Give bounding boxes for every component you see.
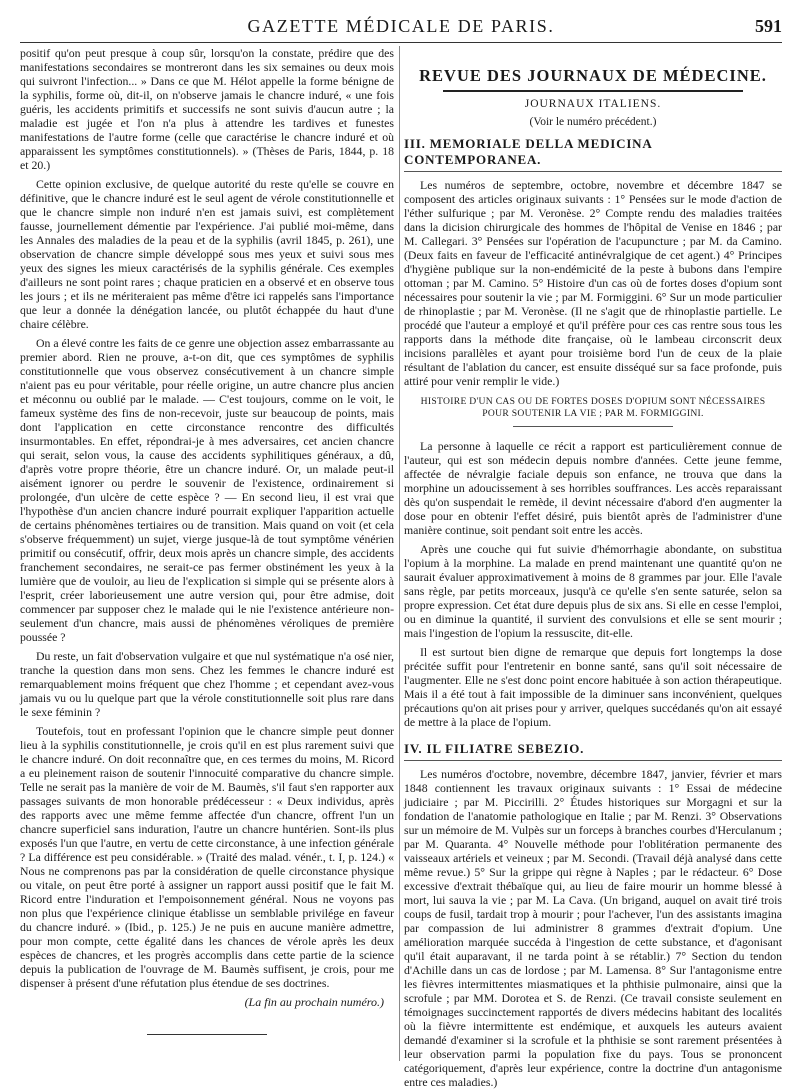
continuation-note: (La fin au prochain numéro.): [244, 995, 384, 1009]
paragraph: Toutefois, tout en professant l'opinion que le chancre simple peut donner lieu à la syphilis constitutionnelle, je crois qu'il en est plus rarement suivi que le chancre induré. On doit reconnaître que, en ces termes du moins, M. Ricord a eu pleinement raison de soutenir l'innocuité comparative du chancre simple. Telle ne serait pas la manière de voir de M. Baumès, s'il faut s'en rapporter aux passages suivants de mon honorable prédécesseur : « Deux individus, après des rapports avec une même femme affectée d'un chancre, offrent l'un un chancre superficiel sans induration, l'autre un chancre huntérien. Sont-ils plus exposés l'un que l'autre, en vertu de cette circonstance, à une infection générale ? La différence est peu considérable. » (Traité des malad. vénér., t. I, p. 124.) « Nous ne comprenons pas par la considération de quelle circonstance physique ou vitale, on peut être porté à assigner un rapport aussi positif que le fait M. Ricord entre l'induration et l'empoisonnement général. Nous ne voyons pas non plus que l'expérience clinique établisse un semblable privilége en faveur du chancre induré. » (Ibid., p. 125.) Je ne puis en aucune manière admettre, pour mon compte, cette égalité dans les chances de vérole après les deux espèces de chancres, et les progrès accomplis dans cette partie de la science depuis la publication de l'ouvrage de M. Baumès suffisent, je crois, pour me dispenser à présent d'une réfutation plus étendue de ses doctrines.: [20, 724, 394, 990]
column-divider: [399, 46, 400, 1061]
paragraph: Il est surtout bien digne de remarque que depuis fort longtemps la dose précitée suffit pour l'entretenir en bonne santé, sans qu'il soit nécessaire de l'augmenter. Elle ne s'est donc point encore habituée à son action thérapeutique. Mais il a été tout à fait impossible de la diminuer sans inconvénient, quelques précautions qu'on ait prises pour y arriver, quelques succédanés qu'on ait essayé de mettre à la place de l'opium.: [404, 645, 782, 729]
paragraph: Cette opinion exclusive, de quelque autorité du reste qu'elle se couvre en définitive, que le chancre induré est le seul agent de vérole constitutionnelle et que le chancre simple non induré n'en est jamais suivi, est complètement fausse, journellement démentie par l'expérience. J'ai publié moi-même, dans les Annales des maladies de la peau et de la syphilis (avril 1845, p. 261), une observation de chancre simple développé sous mes yeux et suivi sous mes yeux des signes les mieux caractérisés de la syphilis générale. Ces exemples d'ailleurs ne sont point rares ; chaque praticien en a observé et en observe tous les jours ; et ils ne mériteraient pas même d'être ici rappelés sans l'importance que leur a donnée la dénégation lancée, ou plutôt échappée du haut d'une chaire célèbre.: [20, 177, 394, 331]
paragraph: On a élevé contre les faits de ce genre une objection assez embarrassante au premier abord. Rien ne prouve, a-t-on dit, que ces symptômes de syphilis constitutionnelle que vous observez consécutivement à un chancre simple n'aient pas eu pour véritable, pour réelle origine, un autre chancre plus ancien et méconnu ou oublié par le malade. — C'est toujours, comme on le voit, le fameux système des fins de non-recevoir, juste sur beaucoup de points, mais dont l'application en cette circonstance rencontre des difficultés insurmontables. En effet, répondrai-je à mes adversaires, cet ancien chancre qui serait, selon vous, la cause des accidents syphilitiques généraux, a dû, d'après votre propre théorie, être un chancre induré. Or, un malade peut-il aisément ignorer ou perdre le souvenir de l'existence, ordinairement si prolongée, d'un ulcère de cette espèce ? — En second lieu, il est vrai que l'hypothèse d'un ancien chancre induré pourrait expliquer l'apparition actuelle de certains phénomènes tertiaires ou de transition. Mais quand on voit (et cela s'observe fréquemment) un sujet, vierge jusque-là de tout symptôme vénérien primitif ou consécutif, offrir, deux mois après un chancre simple, des accidents franchement secondaires, ne serait-ce pas fermer obstinément les yeux à la lumière que de vouloir, au lieu de l'explication si simple qui se présente alors à l'esprit, créer laborieusement une autre version qui, pour être admise, doit commencer par supposer chez le malade qui le nie l'existence antérieure non-seulement d'un chancre, mais aussi de phénomènes véroliques de première poussée ?: [20, 336, 394, 644]
left-column: [20, 46, 394, 1061]
right-column: [404, 46, 782, 1089]
end-rule: [147, 1034, 267, 1035]
header-rule: [20, 42, 782, 43]
paragraph: La personne à laquelle ce récit a rapport est particulièrement connue de l'auteur, qui est son médecin depuis nombre d'années. Cette jeune femme, affectée de névralgie faciale depuis son enfance, ne trouva que dans la morphine un adoucissement à ses horribles souffrances. Les accès reparaissant dès qu'on suspendait le remède, il devint nécessaire d'abord d'en augmenter la dose pour en obtenir l'effet désiré, puis bientôt après de l'administrer d'une manière continue, soit pendant soit entre les accès.: [404, 439, 782, 537]
section-heading-memoriale: III. MEMORIALE DELLA MEDICINA CONTEMPORANEA.: [404, 136, 782, 172]
review-title: REVUE DES JOURNAUX DE MÉDECINE.: [404, 66, 782, 92]
page-header: [20, 16, 782, 40]
paragraph: Du reste, un fait d'observation vulgaire et que nul systématique n'a osé nier, tranche la question dans mon sens. Chez les femmes le chancre induré est remarquablement moins fréquent que chez l'homme ; et cependant avez-vous jamais vu ou lu quelque part que la vérole constitutionnelle soit plus rare dans le sexe féminin ?: [20, 649, 394, 719]
article-title: HISTOIRE D'UN CAS OU DE FORTES DOSES D'OPIUM SONT NÉCESSAIRES POUR SOUTENIR LA VIE ; PAR M. FORMIGGINI.: [408, 396, 778, 427]
paragraph: Après une couche qui fut suivie d'hémorrhagie abondante, on substitua l'opium à la morphine. La malade en prend maintenant une quantité qu'on ne saurait évaluer approximativement à moins de 8 grammes par jour. Elle l'avale sans règle, par petits morceaux, jusqu'à ce qu'elle s'en sente saturée, selon sa propre expression. Cet état dure depuis plus de six ans. Si elle en cesse l'emploi, ou en diminue la quantité, il survient des convulsions et elle se sent mourir ; mais l'ingestion de l'opium la ressuscite, dit-elle.: [404, 542, 782, 640]
section-subtitle: JOURNAUX ITALIENS.: [524, 98, 662, 110]
paragraph: Les numéros d'octobre, novembre, décembre 1847, janvier, février et mars 1848 contiennent les travaux originaux suivants : 1° Essai de médecine judiciaire ; par M. Piccirilli. 2° Études historiques sur Morgagni et sur la fondation de l'anatomie pathologique en Italie ; par M. Renzi. 3° Observations sur un mémoire de M. Vulpès sur un forceps à branches courbes d'Herculanum ; par M. Quaranta. 4° Nouvelle méthode pour l'oblitération permanente des vaisseaux artériels et veineux ; par M. Secondi. (Travail déjà analysé dans cette même revue.) 5° Sur la grippe qui règne à Naples ; par le rédacteur. 6° Dose excessive d'extrait thébaïque qui, au lieu de faire mourir un homme blessé à mort, lui sauva la vie ; par M. La Cava. (Un brigand, auquel on avait tiré trois coups de fusil, tardait trop à mourir ; pour l'achever, l'un des assistants imagina par compassion de lui administrer 8 grammes d'extrait d'opium. Une amélioration marquée succéda à l'ingestion de cette substance, et d'agonisant qu'il était auparavant, il ne tarda point à se rétablir.) 7° Section du tendon d'Achille dans un cas de lordose ; par M. Lamensa. 8° Sur l'antagonisme entre les fièvres intermittentes miasmatiques et la phthisie pulmonaire, ainsi que la scrofule ; par MM. Dorotea et S. de Renzi. (Ce travail consiste seulement en témoignages succinctement rapportés de divers médecins habitant des localités où la fièvre intermittente est endémique, et auxquels les auteurs avaient demandé d'examiner si la scrofule et la phthisie se sont rarement présentées à leur observation parmi la population fixe du pays. Tous se prononcent catégoriquement, d'après leur expérience, contre la doctrine d'un antagonisme entre ces maladies.): [404, 767, 782, 1089]
paragraph: Les numéros de septembre, octobre, novembre et décembre 1847 se composent des articles originaux suivants : 1° Pensées sur le mode d'action de l'éther sulfurique ; par M. Veronèse. 2° Compte rendu des maladies traitées dans la dicision chirurgicale des hommes de l'hôpital de Venise en 1846 ; par M. Callegari. 3° Pensées sur l'opération de l'acupuncture ; par M. da Camino. (Deux faits en faveur de l'efficacité antinévralgique de cet agent.) 4° Principes d'hygiène publique sur la non-endémicité de la peste à bubons dans l'empire ottoman ; par M. Camino. 5° Histoire d'un cas où de fortes doses d'opium sont nécessaires pour soutenir la vie ; par M. Formiggini. 6° Sur un mode particulier de rhinoplastie ; par M. Veronèse. (Il ne s'agit que de rhinoplastie partielle. Le procédé que l'auteur a employé et qu'il préfère pour ces cas rentre sous tous les rapports dans la méthode dite française, où le lambeau circonscrit deux incisions parallèles et ayant pour troisième bord l'un de ceux de la plaie résultant de l'ablation du cancer, est ensuite disséqué sur sa face profonde, puis attiré pour venir remplir le vide.): [404, 178, 782, 388]
reference-note: (Voir le numéro précédent.): [529, 116, 657, 128]
journal-title: GAZETTE MÉDICALE DE PARIS.: [247, 16, 555, 36]
page-number: 591: [755, 16, 782, 36]
section-heading-filiatre: IV. IL FILIATRE SEBEZIO.: [404, 741, 782, 761]
paragraph: positif qu'on peut presque à coup sûr, lorsqu'on la constate, prédire que des manifestations secondaires se montreront dans les six semaines ou deux mois qui suivront l'infection... » Dans ce que M. Hélot appelle la forme bénigne de la syphilis, forme où, dit-il, on n'observe jamais le chancre induré, « une fois guéris, les accidents primitifs et successifs ne sont suivis d'aucun autre ; la maladie est jugée et l'on n'a plus à attendre les tardives et funestes manifestations de l'autre forme (celle que caractérise le chancre induré et où apparaissent les symptômes constitutionnels). » (Thèses de Paris, 1844, p. 18 et 20.): [20, 46, 394, 172]
